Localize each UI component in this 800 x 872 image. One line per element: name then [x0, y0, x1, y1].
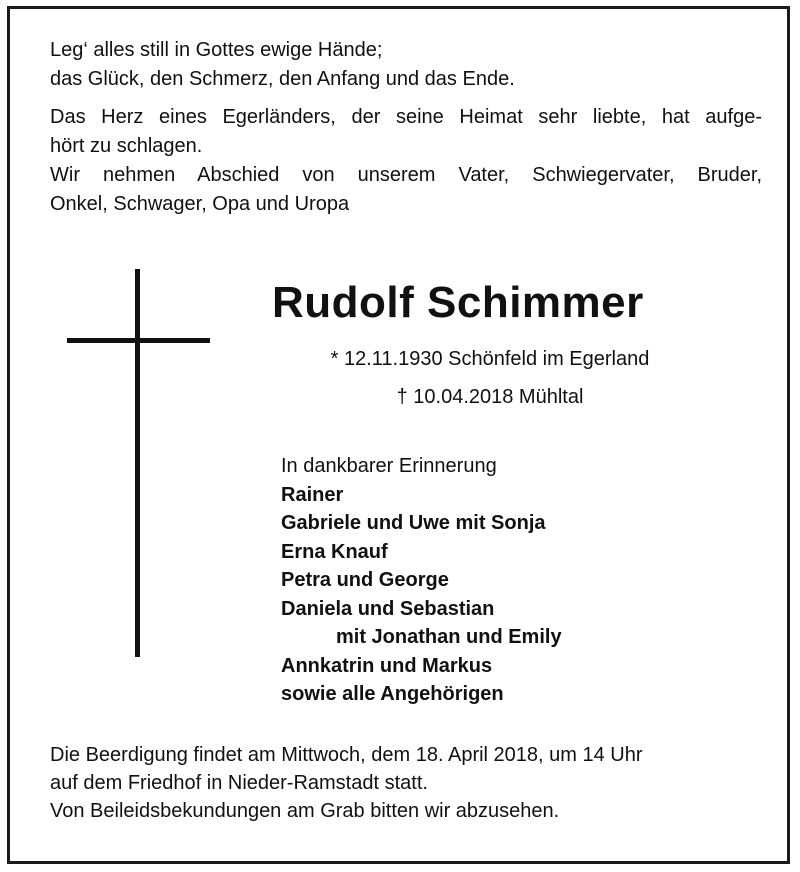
announcement-line-3: Wir nehmen Abschied von unserem Vater, Schwiegervater, Bruder,: [50, 164, 762, 186]
birth-date: * 12.11.1930 Schönfeld im Egerland: [330, 348, 650, 370]
funeral-line-3: Von Beileidsbekundungen am Grab bitten wir abzusehen.: [50, 800, 560, 822]
mourner-name: Daniela und Sebastian: [281, 597, 495, 620]
deceased-name: Rudolf Schimmer: [272, 278, 644, 327]
verse: [50, 36, 762, 94]
mourner-name: sowie alle Angehörigen: [281, 683, 504, 705]
funeral-line-2: auf dem Friedhof in Nieder-Ramstadt statt.: [50, 772, 428, 794]
cross-horizontal-bar: [67, 338, 210, 343]
funeral-notice: [50, 741, 643, 825]
cross-vertical-bar: [135, 269, 140, 657]
mourners-lead: In dankbarer Erinnerung: [281, 455, 497, 477]
mourner-names: [281, 481, 562, 709]
mourner-name: Erna Knauf: [281, 540, 388, 563]
mourner-name: Rainer: [281, 483, 344, 506]
mourners-list: [281, 452, 562, 709]
death-date: † 10.04.2018 Mühltal: [396, 386, 584, 408]
mourner-name: Gabriele und Uwe mit Sonja: [281, 512, 546, 534]
announcement: [50, 103, 762, 219]
mourner-name: Annkatrin und Markus: [281, 654, 493, 677]
announcement-line-2: hört zu schlagen.: [50, 135, 203, 157]
mourner-name: mit Jonathan und Emily: [336, 626, 562, 648]
mourner-name: Petra und George: [281, 569, 449, 591]
verse-line-1: Leg‘ alles still in Gottes ewige Hände;: [50, 39, 383, 61]
announcement-line-1: Das Herz eines Egerländers, der seine Heimat sehr liebte, hat aufge-: [50, 106, 762, 128]
verse-line-2: das Glück, den Schmerz, den Anfang und das Ende.: [50, 68, 515, 90]
announcement-line-4: Onkel, Schwager, Opa und Uropa: [50, 193, 350, 215]
funeral-line-1: Die Beerdigung findet am Mittwoch, dem 18. April 2018, um 14 Uhr: [50, 744, 643, 766]
